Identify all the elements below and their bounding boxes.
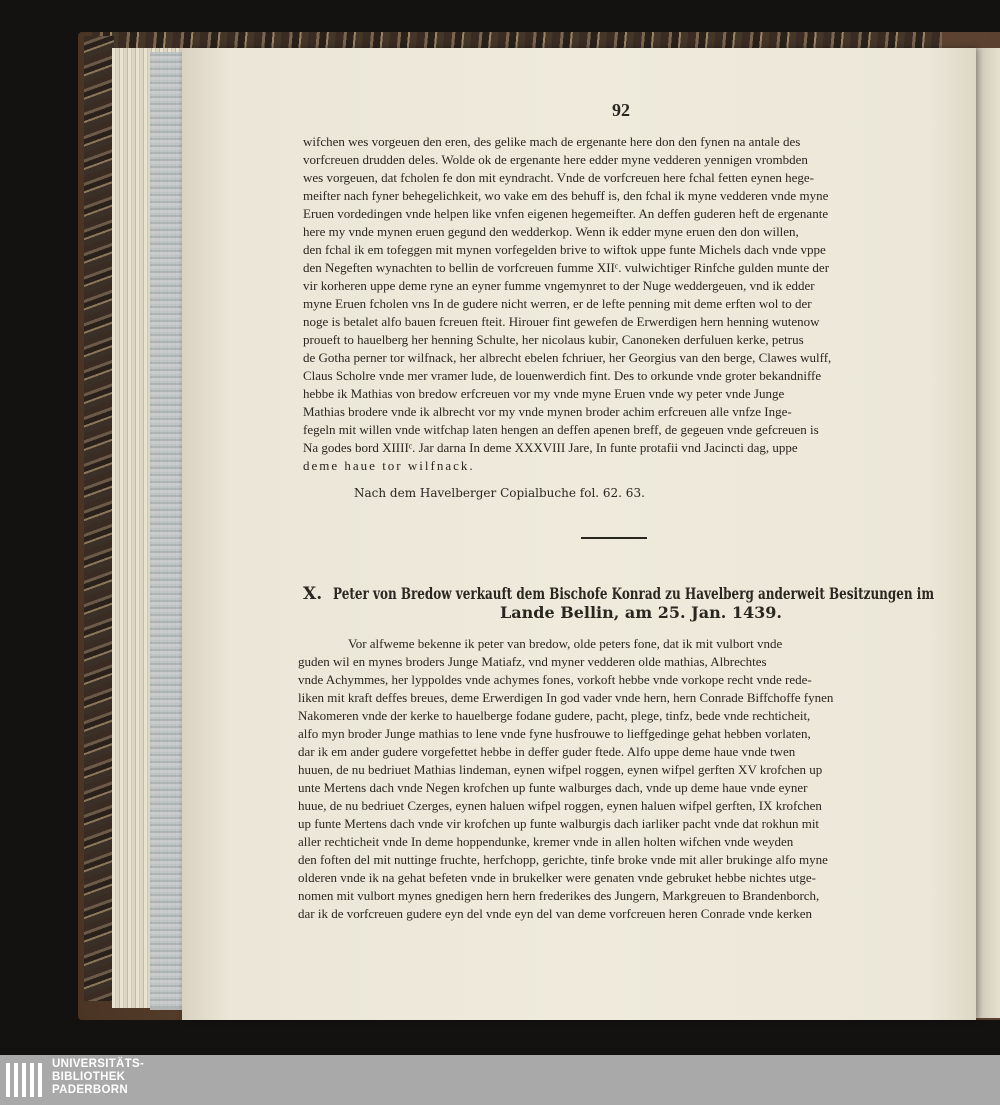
text-line: vorfcreuen drudden deles. Wolde ok de ergenante here edder myne vedderen yennigen vrombden xyxy=(303,152,808,167)
library-logo-icon xyxy=(4,1059,44,1101)
text-line: Mathias brodere vnde ik albrecht vor my vnde mynen broder achim erfcreuen alle vnfze Inge- xyxy=(303,404,792,419)
text-line: fegeln mit willen vnde witfchap laten hengen an deffen apenen breff, de gegeuen vnde gefcreuen is xyxy=(303,422,819,437)
text-line: unte Mertens dach vnde Negen krofchen up funte walburges dach, vnde up deme haue vnde eyner xyxy=(298,780,808,795)
source-note: Nach dem Havelberger Copialbuche fol. 62. 63. xyxy=(354,486,645,500)
text-line: meifter nach fyner behegelichkeit, wo vake em des behuff is, den fchal ik myne vedderen vnde myne xyxy=(303,188,829,203)
text-line: Claus Scholre vnde mer vramer lude, de louenwerdich fint. Des to orkunde vnde groter bekandniffe xyxy=(303,368,822,383)
text-line: olderen vnde ik na gehat befeten vnde in brukelker were genaten vnde gebruket hebbe nichtes utge- xyxy=(298,870,816,885)
text-line: hebbe ik Mathias von bredow erfcreuen vor my vnde myne Eruen vnde wy peter vnde Junge xyxy=(303,386,785,401)
text-line: den foften del mit nuttinge fruchte, herfchopp, gerichte, tinfe broke vnde mit aller brukinge alfo myne xyxy=(298,852,828,867)
text-line: dar ik de vorfcreuen gudere eyn del vnde eyn del van deme vorfcreuen heren Conrade vnde kerken xyxy=(298,906,812,921)
text-line: Na godes bord XIIIIᶜ. Jar darna In deme XXXVIII Jare, In funte protafii vnd Jacincti dag, uppe xyxy=(303,440,798,455)
text-line: den fchal ik em tofeggen mit mynen vorfegelden brive to wiftok uppe funte Michels dach vnde vppe xyxy=(303,242,826,257)
text-line: vir korheren uppe deme ryne an eyner fumme vngemynret to der Nuge weddergeuen, vnd ik edder xyxy=(303,278,815,293)
library-footer xyxy=(0,1055,1000,1105)
text-line: wifchen wes vorgeuen den eren, des gelike mach de ergenante here don den fynen na antale des xyxy=(303,134,801,149)
text-line: myne Eruen fcholen vns In de gudere nicht werren, er de lefte penning mit deme erften wol to der xyxy=(303,296,812,311)
library-name-line-2: BIBLIOTHEK xyxy=(52,1071,126,1083)
text-line: Nakomeren vnde der kerke to hauelberge fodane gudere, pacht, plege, tinfz, bede vnde rechticheit, xyxy=(298,708,811,723)
text-line: here my vnde mynen eruen gegund den wedderkop. Wenn ik edder myne eruen den don willen, xyxy=(303,224,799,239)
facing-page-edge xyxy=(975,48,1000,1018)
text-line: nomen mit vulbort mynes gnedigen hern hern frederikes des Jungern, Markgreuen to Brandenborch, xyxy=(298,888,820,903)
page-number: 92 xyxy=(612,100,630,120)
text-line: up funte Mertens dach vnde vir krofchen up funte walburgis dach iarliker pacht vnde dat rokhun mit xyxy=(298,816,820,831)
section-title-line-1: Peter von Bredow verkauft dem Bischofe Konrad zu Havelberg anderweit Besitzungen im xyxy=(333,584,935,603)
text-line: guden wil en mynes broders Junge Matiafz, vnd myner vedderen olde mathias, Albrechtes xyxy=(298,654,767,669)
text-line: proueft to hauelberg her henning Schulte, her nicolaus kubir, Canoneken derfuluen kerke, petrus xyxy=(303,332,804,347)
text-line: deme haue tor wilfnack. xyxy=(303,458,475,473)
text-line: de Gotha perner tor wilfnack, her albrecht ebelen fchriuer, her Georgius van den berge, Clawes wulff, xyxy=(303,350,832,365)
text-line: huuen, de nu bedriuet Mathias lindeman, eynen wifpel roggen, eynen wifpel gerften XV krofchen up xyxy=(298,762,823,777)
text-line: Vor alfweme bekenne ik peter van bredow, olde peters fone, dat ik mit vulbort vnde xyxy=(348,636,783,651)
text-line: Eruen vordedingen vnde helpen like vnfen eigenen hegemeifter. An deffen guderen heft de ergenante xyxy=(303,206,829,221)
text-line: dar ik em ander gudere vorgefettet hebbe in deffer guder ftede. Alfo uppe deme haue vnde twen xyxy=(298,744,796,759)
text-line: noge is betalet alfo bauen fcreuen fteit. Hirouer fint gewefen de Erwerdigen hern henning wutenow xyxy=(303,314,820,329)
section-number: X. xyxy=(303,584,323,604)
text-line: vnde Achymmes, her lyppoldes vnde achymes fones, vorkoft hebbe vnde vorkope recht vnde rede- xyxy=(298,672,812,687)
marbled-edge-top xyxy=(92,32,942,48)
text-line: aller rechticheit vnde In deme hoppendunke, kremer vnde in allen holten wifchen vnde weyden xyxy=(298,834,794,849)
library-name-line-3: PADERBORN xyxy=(52,1084,128,1096)
library-name-line-1: UNIVERSITÄTS- xyxy=(52,1058,145,1070)
section-title-line-2: Lande Bellin, am 25. Jan. 1439. xyxy=(500,603,782,622)
text-line: wes vorgeuen, dat fcholen fe don mit eyndracht. Vnde de vorfcreuen here fchal fetten eynen hege- xyxy=(303,170,814,185)
text-line: liken mit kraft deffes breues, deme Erwerdigen In god vader vnde hern, hern Conrade Biffchoffe fynen xyxy=(298,690,834,705)
text-line: alfo myn broder Junge mathias to lene vnde fyne husfrouwe to lieffgedinge gehat hebben vorlaten, xyxy=(298,726,811,741)
text-line: den Negeften wynachten to bellin de vorfcreuen fumme XIIᶜ. vulwichtiger Rinfche gulden munte der xyxy=(303,260,830,275)
text-line: huue, de nu bedriuet Czerges, eynen haluen wifpel roggen, eynen haluen wifpel gerften, IX krofchen xyxy=(298,798,822,813)
section-divider xyxy=(581,537,647,539)
marbled-edge-left xyxy=(84,36,114,1001)
